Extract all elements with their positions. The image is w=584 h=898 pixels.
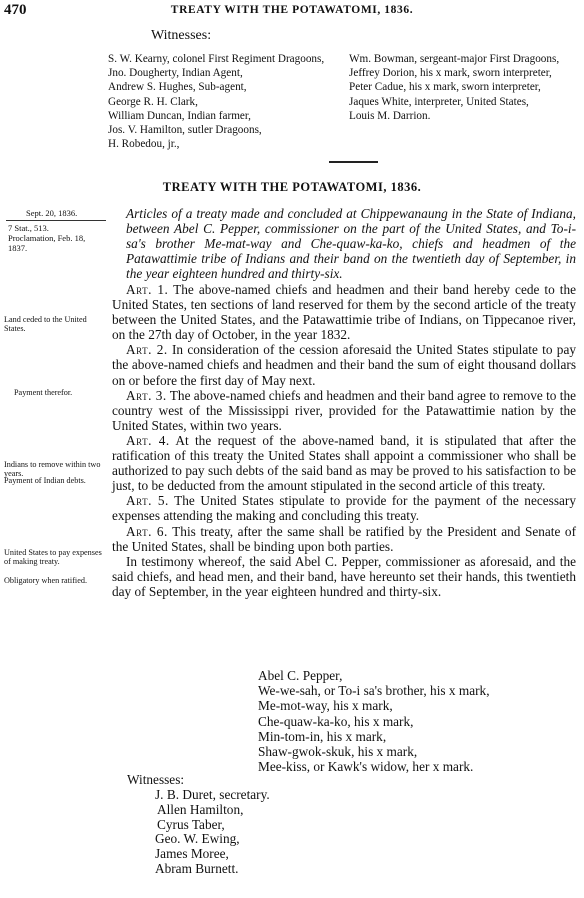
witnesses-top-right [349, 52, 581, 123]
witness-entry: Allen Hamilton, [157, 801, 244, 817]
article-label: Art. 1. [126, 282, 169, 297]
article-text: The above-named chiefs and headmen and their band hereby cede to the United States, ten sections of land reserved for them by the second article of the treaty between the United States, and the Patawattimie tribe of Indians, on Tippecanoe river, on the 27th day of October, in the year 1832. [112, 282, 576, 343]
sidenote-date: Sept. 20, 1836. [26, 208, 78, 218]
sidenote-expenses: United States to pay expenses of making treaty. [4, 548, 102, 566]
sidenote-statute [4, 223, 114, 253]
article-2 [112, 342, 576, 387]
article-1 [112, 282, 576, 342]
article-label: Art. 3. [126, 387, 167, 403]
witnesses-top-left [108, 52, 344, 151]
treaty-title: TREATY WITH THE POTAWATOMI, 1836. [162, 180, 422, 194]
signatories [258, 668, 490, 774]
signatory: Shaw-gwok-skuk, his x mark, [258, 744, 418, 760]
testimony-clause: In testimony whereof, the said Abel C. Pepper, commissioner as aforesaid, and the said chiefs, and head men, and their band, have hereunto set their hands, this twentieth day of September, in the year eighteen hundred and thirty-six. [112, 553, 576, 599]
witness-entry: Jno. Dougherty, Indian Agent, [108, 67, 243, 80]
witnesses-bottom [155, 788, 270, 877]
running-head [0, 0, 584, 22]
article-text: The United States stipulate to provide for the payment of the necessary expenses attending the making and concluding this treaty. [112, 493, 576, 524]
article-text: At the request of the above-named band, it is stipulated that after the ratification of this treaty the United States shall appoint a commissioner who shall be authorized to pay such debts of the said band as may be proved to his satisfaction to be just, to be deducted from the amount stipulated in the second article of this treaty. [112, 432, 577, 494]
signatory: Min-tom-in, his x mark, [258, 728, 387, 744]
witness-entry: J. B. Duret, secretary. [155, 787, 270, 802]
witness-entry: George R. H. Clark, [108, 95, 198, 108]
witness-entry: Geo. W. Ewing, [155, 831, 240, 847]
witnesses-bottom-heading: Witnesses: [127, 772, 185, 787]
article-6 [112, 524, 576, 554]
sidenote-payment: Payment therefor. [14, 388, 73, 397]
treaty-preamble: Articles of a treaty made and concluded at Chippewanaung in the State of Indiana, between Abel C. Pepper, commissioner on the part of the United States, and To-i-sa's brother Me-mat-way and Che-quaw-ka-ko, chiefs and headmen of the Patawattimie tribe of Indians and their band on the twentieth day of September, in the year eighteen hundred and thirty-six. [126, 206, 576, 281]
article-4 [112, 433, 576, 493]
article-text: This treaty, after the same shall be ratified by the President and Senate of the United States, shall be binding upon both parties. [112, 523, 576, 554]
sidenote-land: Land ceded to the United States. [4, 315, 87, 333]
article-5 [112, 493, 576, 523]
article-label: Art. 6. [126, 523, 168, 539]
witness-entry: Abram Burnett. [155, 860, 239, 876]
signatory: Che-quaw-ka-ko, his x mark, [258, 713, 414, 729]
witness-entry: S. W. Kearny, colonel First Regiment Dragoons, [108, 53, 325, 65]
witness-entry: Wm. Bowman, sergeant-major First Dragoons, [349, 53, 560, 65]
signatory: Abel C. Pepper, [258, 668, 343, 683]
article-label: Art. 4. [126, 432, 170, 448]
section-divider [329, 161, 378, 163]
witness-entry: Louis M. Darrion. [349, 109, 431, 122]
witness-entry: Andrew S. Hughes, Sub-agent, [108, 81, 247, 94]
sidenote-obligatory: Obligatory when ratified. [4, 576, 87, 585]
witnesses-top-heading: Witnesses: [151, 28, 212, 43]
witness-entry: H. Robedou, jr., [108, 138, 180, 151]
article-label: Art. 2. [126, 342, 168, 358]
running-title: TREATY WITH THE POTAWATOMI, 1836. [170, 4, 414, 16]
witness-entry: Jaques White, interpreter, United States, [349, 95, 529, 108]
article-text: The above-named chiefs and headmen and their band agree to remove to the country west of the Mississippi river, provided for the Patawattimie nation by the United States, within two years. [112, 387, 576, 433]
sidenote-stat: 7 Stat., 513. [8, 223, 49, 233]
witness-entry: Jeffrey Dorion, his x mark, sworn interpreter, [349, 67, 552, 80]
treaty-articles [112, 282, 576, 599]
article-text: In consideration of the cession aforesaid the United States stipulate to pay the above-named chiefs and headmen and their band the sum of eight thousand dollars on or before the first day of May next. [112, 342, 577, 388]
signatory: Me-mot-way, his x mark, [258, 698, 393, 714]
witness-entry: Peter Cadue, his x mark, sworn interpreter, [349, 81, 541, 94]
sidenote-debts: Payment of Indian debts. [4, 476, 86, 485]
sidenote-divider [6, 220, 106, 221]
sidenote-remove: Indians to remove within two years. [4, 460, 101, 478]
signatory: Mee-kiss, or Kawk's widow, her x mark. [258, 759, 474, 775]
witness-entry: William Duncan, Indian farmer, [108, 109, 251, 122]
witness-entry: James Moree, [155, 846, 229, 862]
witness-entry: Cyrus Taber, [157, 816, 225, 832]
page-number: 470 [4, 2, 27, 18]
signatory: We-we-sah, or To-i sa's brother, his x mark, [258, 683, 490, 699]
article-3 [112, 388, 576, 433]
witness-entry: Jos. V. Hamilton, sutler Dragoons, [108, 124, 262, 137]
sidenote-proclamation: Proclamation, Feb. 18, 1837. [8, 233, 86, 253]
article-label: Art. 5. [126, 493, 169, 509]
